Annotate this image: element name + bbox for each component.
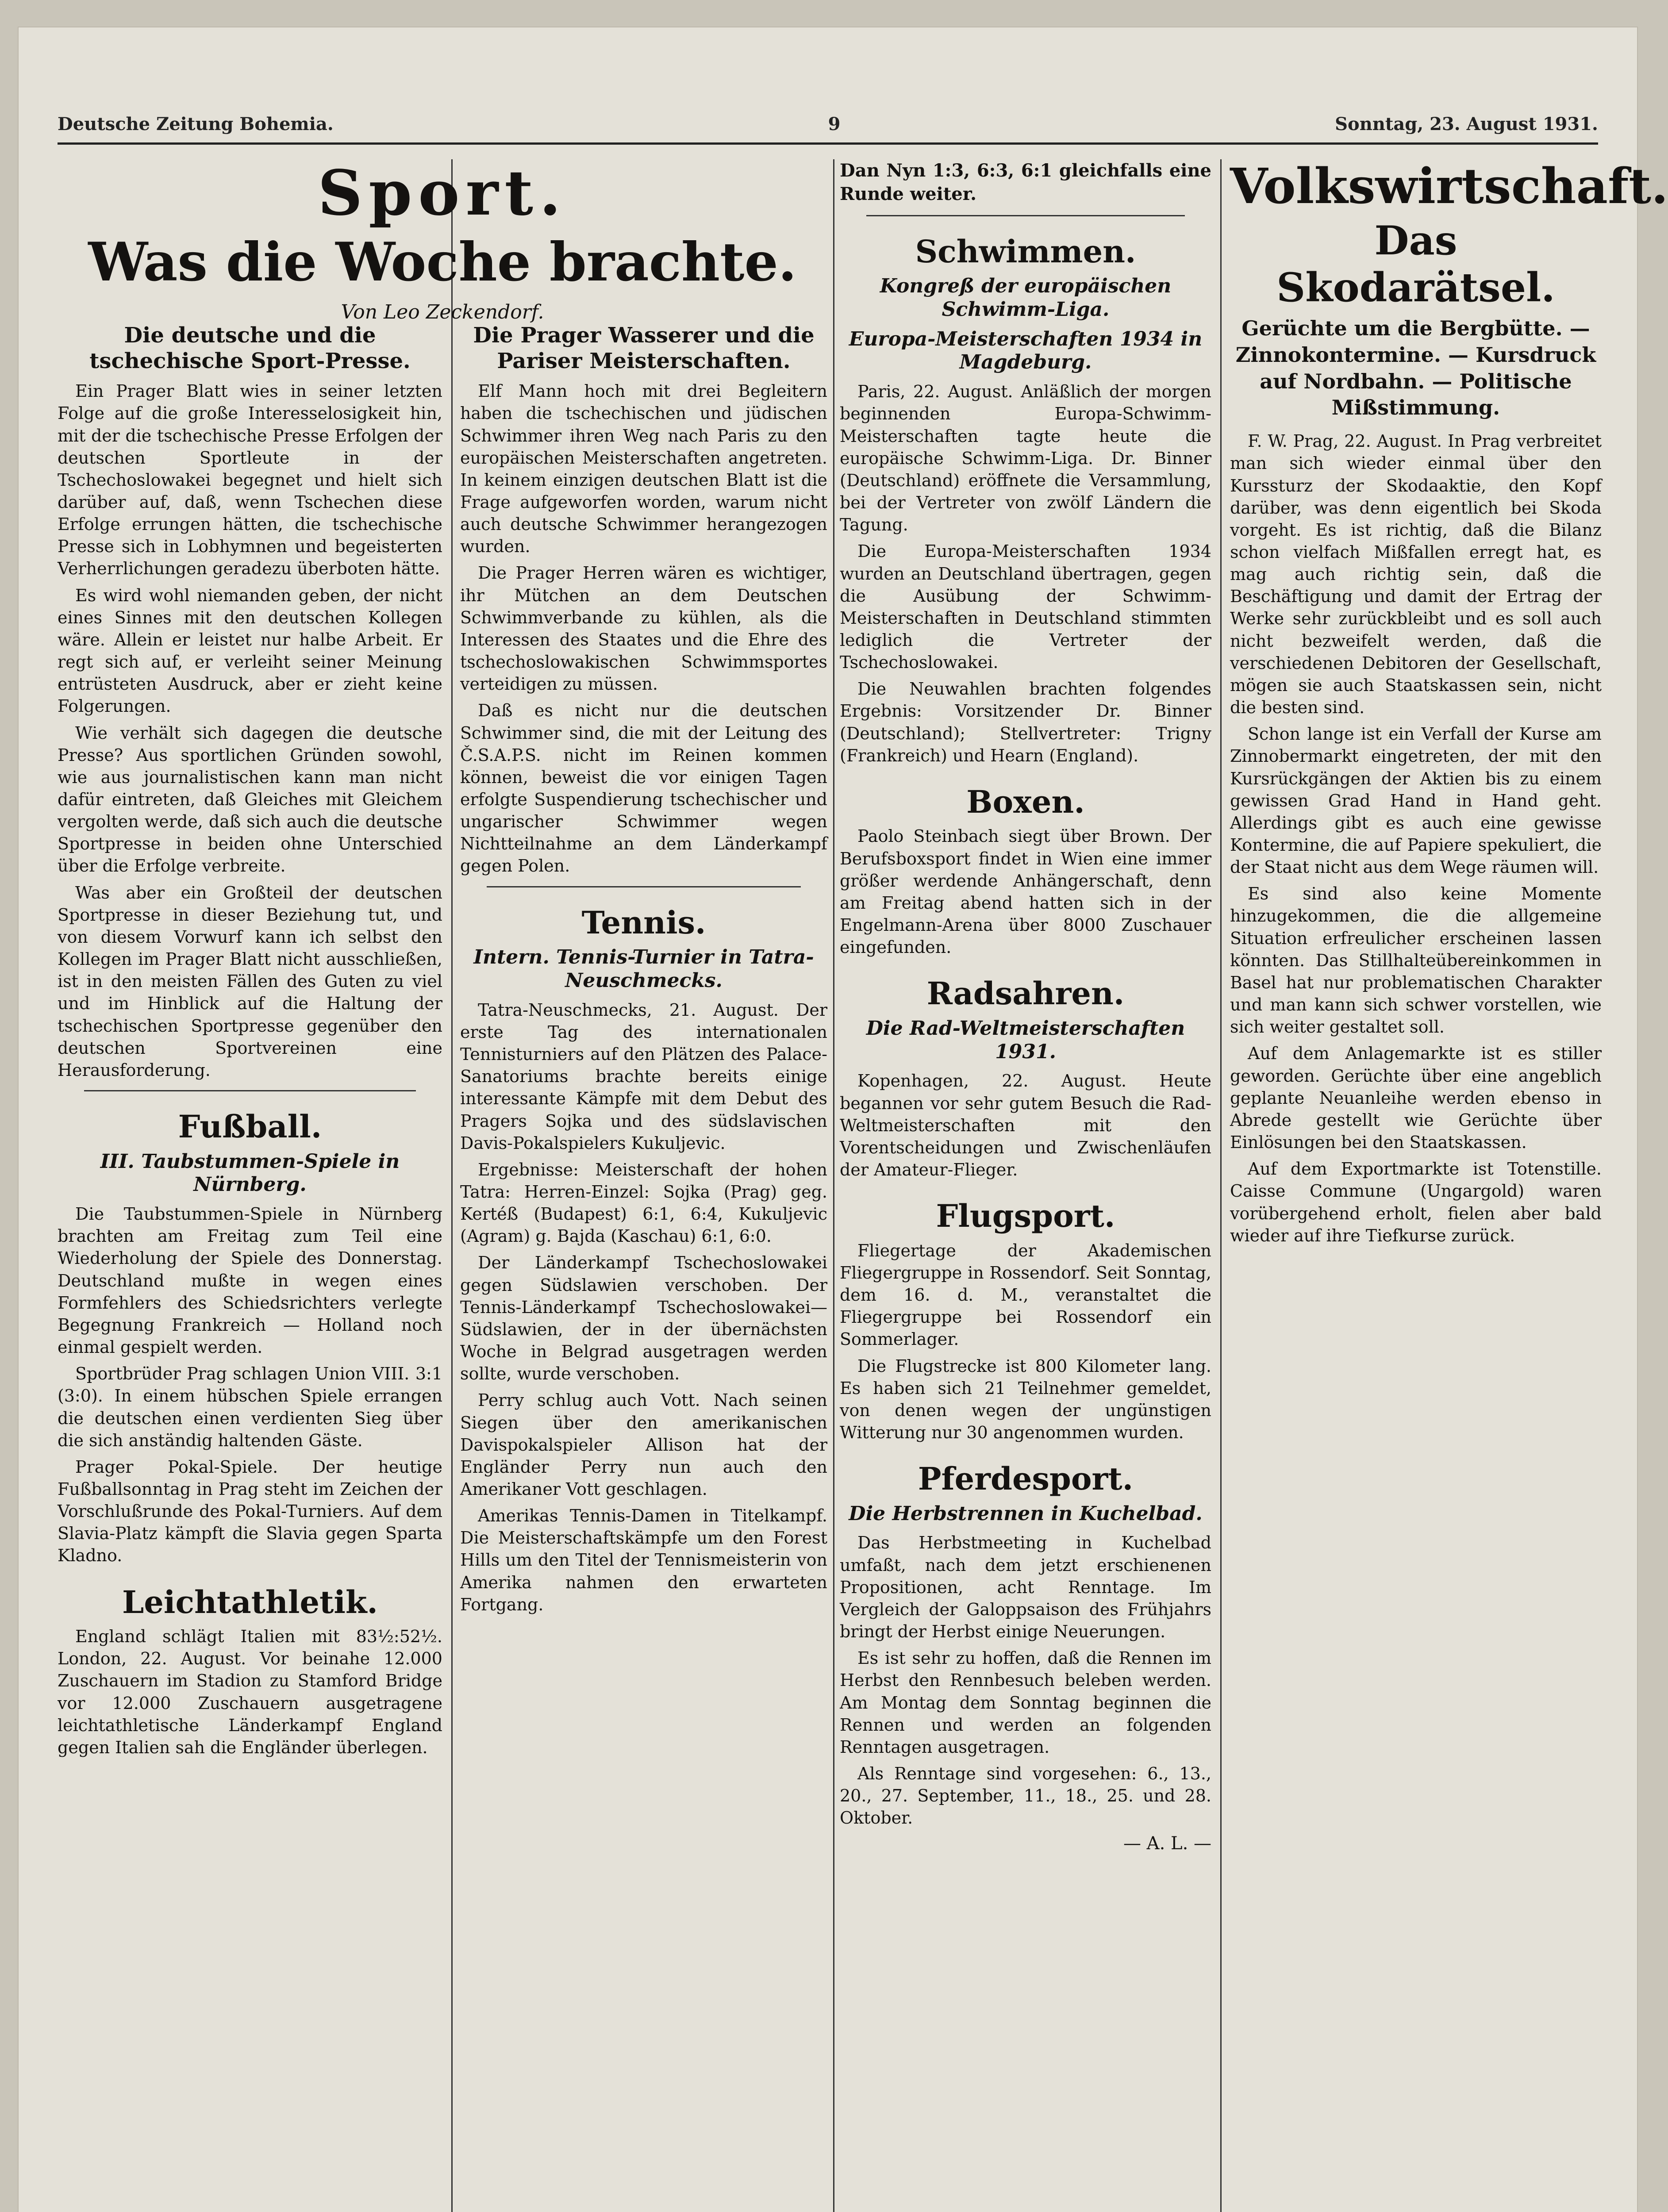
paragraph: Tatra-Neuschmecks, 21. August. Der erste Tag des internationalen Tennisturniers auf den Plätzen des Palace-Sanatoriums brachte bereits einige interessante Kämpfe mit dem Debut des Pragers Sojka und des südslavischen Davis-Pokalspielers Kukuljevic. bbox=[460, 1000, 827, 1153]
page-number: 9 bbox=[828, 113, 841, 134]
newspaper-name: Deutsche Zeitung Bohemia. bbox=[58, 113, 334, 134]
pferdesport-heading: Pferdesport. bbox=[918, 1460, 1134, 1498]
byline: Von Leo Zeckendorf. bbox=[341, 301, 544, 323]
volkswirtschaft-deck: Gerüchte um die Bergbütte. — Zinnokontermine. — Kursdruck auf Nordbahn. — Politische Mißstimmung. bbox=[1235, 316, 1596, 420]
column-1 bbox=[58, 310, 442, 2212]
paragraph: Kopenhagen, 22. August. Heute begannen vor sehr gutem Besuch die Rad-Weltmeisterschaften mit den Vorentscheidungen und Zwischenläufen der Amateur-Flieger. bbox=[840, 1071, 1211, 1180]
paragraph: Die Taubstummen-Spiele in Nürnberg brachten am Freitag zum Teil eine Wiederholung der Spiele des Donnerstag. Deutschland mußte in wegen eines Formfehlers des Schiedsrichters verlegte Begegnung Frankreich — Holland noch einmal gespielt werden. bbox=[58, 1204, 442, 1357]
flugsport-heading: Flugsport. bbox=[936, 1198, 1115, 1235]
column-4 bbox=[1230, 157, 1668, 2212]
tennis-subheading: Intern. Tennis-Turnier in Tatra-Neuschmecks. bbox=[473, 946, 814, 992]
paragraph: Wie verhält sich dagegen die deutsche Presse? Aus sportlichen Gründen sowohl, wie aus journalistischen kann man nicht dafür eintreten, daß Gleiches mit Gleichem vergolten werde, daß sich auch die deutsche Sportpresse in beiden ohne Unterschied über die Erfolge verbreite. bbox=[58, 723, 442, 876]
paragraph: Paris, 22. August. Anläßlich der morgen beginnenden Europa-Schwimm-Meisterschaften tagte heute die europäische Schwimm-Liga. Dr. Binner (Deutschland) eröffnete die Versammlung, bei der Vertreter von zwölf Ländern die Tagung. bbox=[840, 382, 1211, 535]
tennis-heading: Tennis. bbox=[581, 904, 706, 941]
paragraph: Sportbrüder Prag schlagen Union VIII. 3:1 (3:0). In einem hübschen Spiele errangen die deutschen einen verdienten Sieg über die sich anständig haltenden Gäste. bbox=[58, 1364, 442, 1450]
divider bbox=[866, 215, 1185, 216]
radsport-subheading: Die Rad-Weltmeisterschaften 1931. bbox=[866, 1017, 1185, 1063]
paragraph: Perry schlug auch Vott. Nach seinen Siegen über den amerikanischen Davispokalspieler Allison hat der Engländer Perry nun auch den Amerikaner Vott geschlagen. bbox=[460, 1390, 827, 1499]
running-head bbox=[58, 111, 1598, 137]
paragraph: Die Europa-Meisterschaften 1934 wurden an Deutschland übertragen, gegen die Ausübung der Schwimm-Meisterschaften in Deutschland stimmten lediglich die Vertreter der Tschechoslowakei. bbox=[840, 541, 1211, 672]
paragraph: Das Herbstmeeting in Kuchelbad umfaßt, nach dem jetzt erschienenen Propositionen, acht Renntage. Im Vergleich der Galoppsaison des Frühjahrs bringt der Herbst einige Neuerungen. bbox=[840, 1533, 1211, 1642]
paragraph: Auf dem Exportmarkte ist Totenstille. Caisse Commune (Ungargold) waren vorübergehend erholt, fielen aber bald wieder auf ihre Tiefkurse zurück. bbox=[1230, 1159, 1602, 1245]
paragraph: Die Flugstrecke ist 800 Kilometer lang. Es haben sich 21 Teilnehmer gemeldet, von denen wegen der ungünstigen Witterung nur 30 angenommen wurden. bbox=[840, 1356, 1211, 1442]
paragraph: Ergebnisse: Meisterschaft der hohen Tatra: Herren-Einzel: Sojka (Prag) geg. Kertéß (Budapest) 6:1, 6:4, Kukuljevic (Agram) g. Bajda (Kaschau) 6:1, 6:0. bbox=[460, 1160, 827, 1246]
paragraph: Die Neuwahlen brachten folgendes Ergebnis: Vorsitzender Dr. Binner (Deutschland); Stellvertreter: Trigny (Frankreich) und Hearn (England). bbox=[840, 679, 1211, 765]
schwimmen-subheading: Kongreß der europäischen Schwimm-Liga. bbox=[880, 275, 1172, 321]
paragraph: Was aber ein Großteil der deutschen Sportpresse in dieser Beziehung tut, und von diesem Vorwurf kann ich selbst den Kollegen im Prager Blatt nicht ausschließen, ist in den meisten Fällen des Guten zu viel und im Hinblick auf die Haltung der tschechischen Sportpresse gegenüber den deutschen Sportvereinen eine Herausforderung. bbox=[58, 883, 442, 1080]
sport-header bbox=[58, 159, 827, 323]
paragraph: Es wird wohl niemanden geben, der nicht eines Sinnes mit den deutschen Kollegen wäre. Allein er leistet nur halbe Arbeit. Er regt sich auf, er verleiht seiner Meinung entrüsteten Ausdruck, aber er zieht keine Folgerungen. bbox=[58, 585, 442, 716]
paragraph: Als Renntage sind vorgesehen: 6., 13., 20., 27. September, 11., 18., 25. und 28. Oktober. bbox=[840, 1764, 1211, 1828]
paragraph: Auf dem Anlagemarkte ist es stiller geworden. Gerüchte über eine angeblich geplante Neuanleihe werden ebenso in Abrede gestellt wie Gerüchte über Einlösungen bei den Staatskassen. bbox=[1230, 1044, 1602, 1152]
pferdesport-subheading: Die Herbstrennen in Kuchelbad. bbox=[849, 1502, 1203, 1525]
leichtathletik-heading: Leichtathletik. bbox=[122, 1583, 378, 1621]
newspaper-page bbox=[18, 27, 1668, 2212]
column-rule bbox=[1220, 159, 1222, 2212]
column-rule bbox=[451, 159, 453, 2212]
paragraph: F. W. Prag, 22. August. In Prag verbreitet man sich wieder einmal über den Kurssturz der Skodaaktie, den Kopf darüber, was denn eigentlich bei Skoda vorgeht. Es ist richtig, daß die Bilanz schon vielfach Mißfallen erregt hat, es mag auch richtig sein, daß die Beschäftigung und damit der Ertrag der Werke sehr zurückbleibt und es soll auch nicht bezweifelt werden, daß die verschiedenen Debitoren der Gesellschaft, mögen sie auch Staatskassen sein, nicht die besten sind. bbox=[1230, 431, 1602, 718]
column-2 bbox=[460, 310, 827, 2212]
paragraph: Die Prager Herren wären es wichtiger, ihr Mütchen an dem Deutschen Schwimmverbande zu kühlen, als die Interessen des Staates und die Ehre des tschechoslowakischen Schwimmsportes verteidigen zu müssen. bbox=[460, 563, 827, 694]
issue-date: Sonntag, 23. August 1931. bbox=[1335, 113, 1598, 134]
paragraph: Paolo Steinbach siegt über Brown. Der Berufsboxsport findet in Wien eine immer größer werdende Anhängerschaft, denn am Freitag abend hatten sich in der Engelmann-Arena über 8000 Zuschauer eingefunden. bbox=[840, 826, 1211, 957]
header-rule bbox=[58, 142, 1598, 145]
paragraph: Fliegertage der Akademischen Fliegergruppe in Rossendorf. Seit Sonntag, dem 16. d. M., veranstaltet die Fliegergruppe bei Rossendorf ein Sommerlager. bbox=[840, 1240, 1211, 1349]
schwimmen-heading: Schwimmen. bbox=[915, 233, 1136, 270]
tennis-continuation: Dan Nyn 1:3, 6:3, 6:1 gleichfalls eine Runde weiter. bbox=[840, 160, 1211, 204]
radsport-heading: Radsahren. bbox=[926, 975, 1125, 1012]
paragraph: Amerikas Tennis-Damen in Titelkampf. Die Meisterschaftskämpfe um den Forest Hills um den Titel der Tennismeisterin von Amerika nahmen den erwarteten Fortgang. bbox=[460, 1506, 827, 1614]
paragraph: Ein Prager Blatt wies in seiner letzten Folge auf die große Interesselosigkeit hin, mit der die tschechische Presse Erfolgen der deutschen Sportleute in der Tschechoslowakei begegnet und hielt sich darüber auf, daß, wenn Tschechen diese Erfolge errungen hätten, die tschechische Presse sich in Lobhymnen und begeisterten Verherrlichungen geradezu überboten hätte. bbox=[58, 381, 442, 579]
paragraph: Elf Mann hoch mit drei Begleitern haben die tschechischen und jüdischen Schwimmer ihren Weg nach Paris zu den europäischen Meisterschaften angetreten. In keinem einzigen deutschen Blatt ist die Frage aufgeworfen worden, warum nicht auch deutsche Schwimmer herangezogen wurden. bbox=[460, 381, 827, 557]
boxen-heading: Boxen. bbox=[966, 783, 1085, 820]
schwimmen-subsubheading: Europa-Meisterschaften 1934 in Magdeburg. bbox=[849, 327, 1203, 374]
paragraph: England schlägt Italien mit 83½:52½. London, 22. August. Vor beinahe 12.000 Zuschauern im Stadion zu Stamford Bridge vor 12.000 Zuschauern ausgetragene leichtathletische Länderkampf England gegen Italien sah die Engländer überlegen. bbox=[58, 1627, 442, 1757]
sport-headline: Was die Woche brachte. bbox=[88, 231, 797, 293]
paragraph: Daß es nicht nur die deutschen Schwimmer sind, die mit der Leitung des Č.S.A.P.S. nicht im Reinen kommen können, beweist die vor einigen Tagen erfolgte Suspendierung tschechischer und ungarischer Schwimmer wegen Nichtteilnahme an dem Länderkampf gegen Polen. bbox=[460, 701, 827, 876]
author-signature: — A. L. — bbox=[1123, 1833, 1211, 1854]
column-rule bbox=[833, 159, 834, 2212]
wasser-heading: Die Prager Wasserer und die Pariser Meisterschaften. bbox=[473, 323, 815, 373]
paragraph: Prager Pokal-Spiele. Der heutige Fußballsonntag in Prag steht im Zeichen der Vorschlußrunde des Pokal-Turniers. Auf dem Slavia-Platz kämpft die Slavia gegen Sparta Kladno. bbox=[58, 1457, 442, 1566]
paragraph: Schon lange ist ein Verfall der Kurse am Zinnobermarkt eingetreten, der mit den Kursrückgängen der Aktien bis zu einem gewissen Grad Hand in Hand geht. Allerdings gibt es auch eine gewisse Kontermine, die auf Papiere spekuliert, die der Staat nicht aus dem Wege räumen will. bbox=[1230, 724, 1602, 877]
paragraph: Es ist sehr zu hoffen, daß die Rennen im Herbst den Rennbesuch beleben werden. Am Montag dem Sonntag beginnen die Rennen und werden an folgenden Renntagen ausgetragen. bbox=[840, 1648, 1211, 1757]
volkswirtschaft-section-title: Volkswirtschaft. bbox=[1230, 157, 1668, 215]
paragraph: Es sind also keine Momente hinzugekommen, die die allgemeine Situation erfreulicher erscheinen lassen könnten. Das Stillhalteübereinkommen in Basel hat nur problematischen Charakter und man kann sich schwer vorstellen, wie sich weiter gestaltet soll. bbox=[1230, 884, 1602, 1037]
divider bbox=[84, 1090, 416, 1091]
volkswirtschaft-headline: Das Skodarätsel. bbox=[1276, 217, 1555, 311]
fussball-heading: Fußball. bbox=[178, 1108, 322, 1145]
sport-section-title: Sport. bbox=[318, 157, 567, 230]
fussball-subheading: III. Taubstummen-Spiele in Nürnberg. bbox=[100, 1150, 400, 1196]
paragraph: Der Länderkampf Tschechoslowakei gegen Südslawien verschoben. Der Tennis-Länderkampf Tschechoslowakei—Südslawien, der in der übernächsten Woche in Belgrad ausgetragen werden sollte, wurde verschoben. bbox=[460, 1253, 827, 1384]
article-heading: Die deutsche und die tschechische Sport-Presse. bbox=[89, 323, 411, 373]
column-3 bbox=[840, 159, 1211, 2212]
divider bbox=[487, 886, 801, 887]
